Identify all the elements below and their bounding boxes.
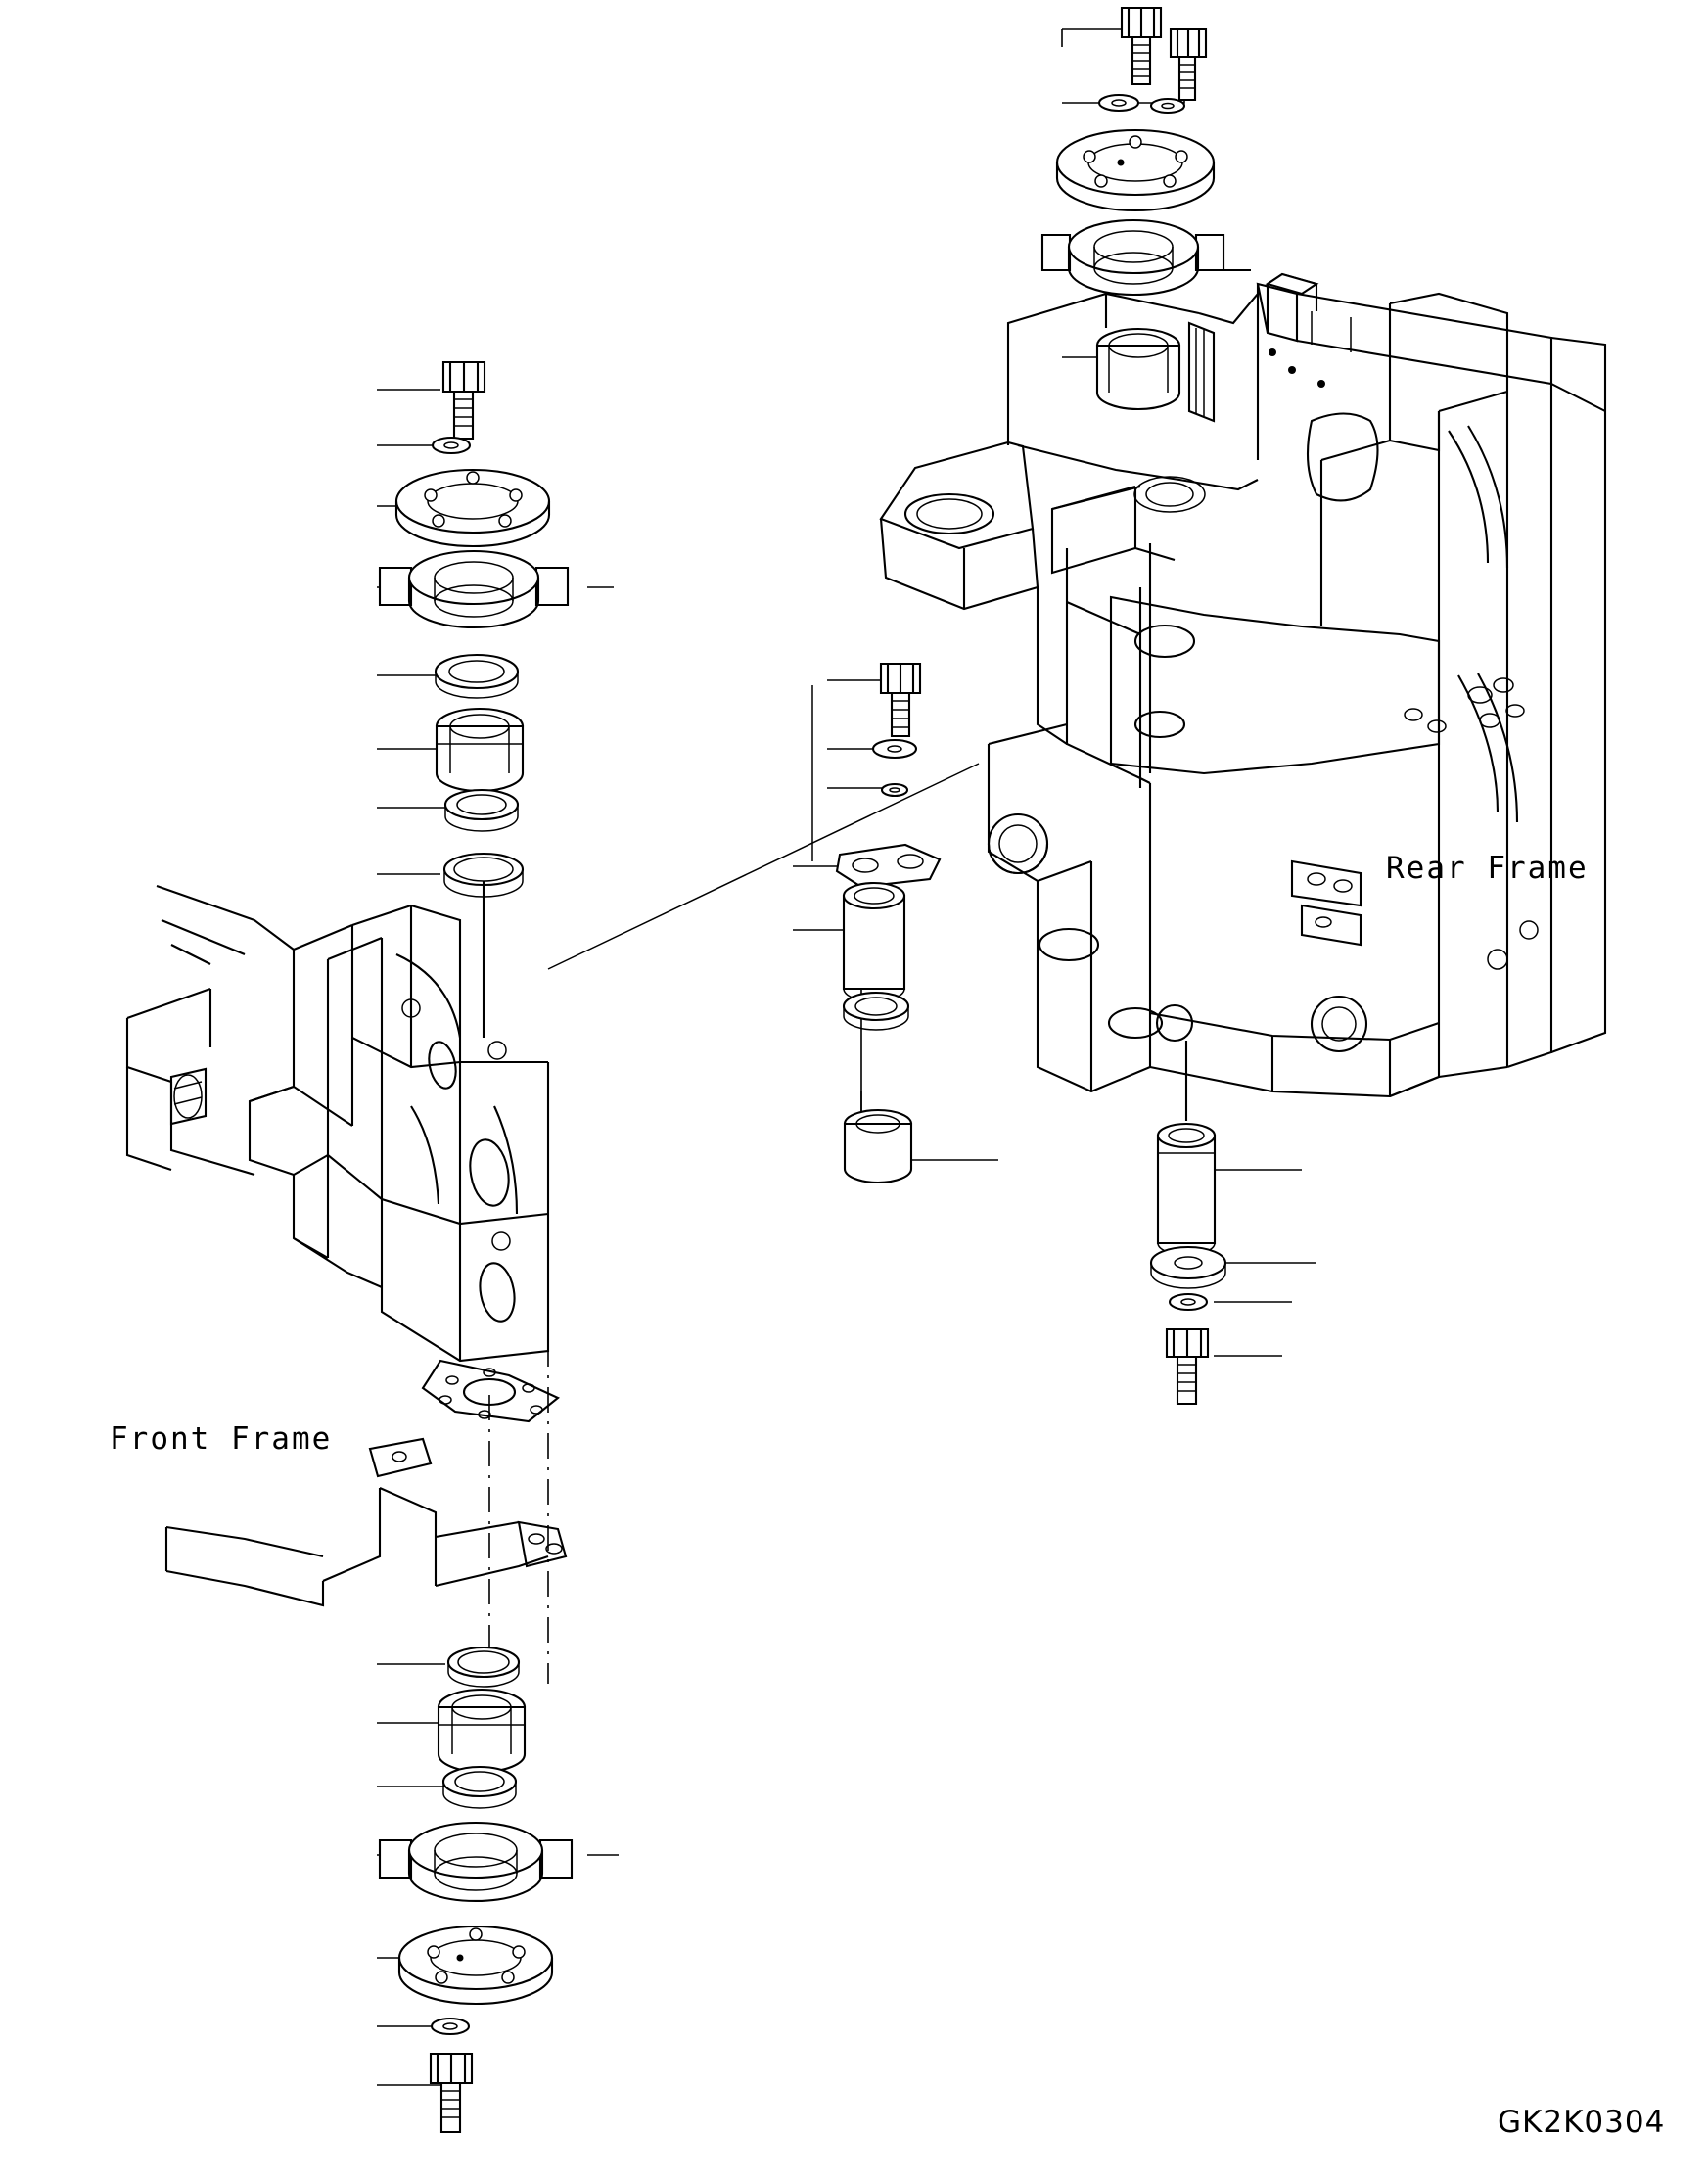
rear-frame-body xyxy=(881,274,1605,1096)
bushing xyxy=(845,1110,911,1183)
front-frame-label: Front Frame xyxy=(110,1421,333,1457)
bolt xyxy=(1122,8,1161,84)
bushing-sleeve xyxy=(1097,329,1179,409)
shim-plate xyxy=(370,1439,431,1476)
shim-ring xyxy=(844,993,908,1030)
upper-front-hinge-stack xyxy=(377,362,614,998)
lower-rear-pin-stack xyxy=(1151,1041,1316,1404)
bearing-cup xyxy=(439,1690,525,1772)
washer xyxy=(873,740,916,758)
thrust-washer xyxy=(1151,1247,1225,1288)
pin xyxy=(1158,1124,1215,1255)
rear-frame-label: Rear Frame xyxy=(1386,851,1589,886)
seal-ring xyxy=(445,790,518,831)
bolt xyxy=(443,362,485,439)
retainer-plate xyxy=(837,845,940,887)
frame-boss xyxy=(989,814,1047,873)
washer xyxy=(1151,99,1184,113)
drawing-code-label: GK2K0304 xyxy=(1498,2105,1666,2140)
lower-front-hinge-stack xyxy=(377,1647,619,2132)
seal-ring xyxy=(443,1767,516,1808)
upper-rear-hinge-stack xyxy=(1042,8,1251,409)
front-frame-cutaway-boss xyxy=(171,1069,206,1124)
bolt xyxy=(881,664,920,736)
washer xyxy=(1099,95,1138,111)
bolt xyxy=(1171,29,1206,100)
split-retainer-ring xyxy=(380,551,568,627)
washer xyxy=(433,438,470,453)
bolt xyxy=(1167,1329,1208,1404)
split-retainer-ring xyxy=(380,1823,572,1901)
small-washer xyxy=(882,784,907,796)
thrust-washer xyxy=(436,655,518,698)
center-pin-stack xyxy=(793,664,998,1183)
split-retainer-ring xyxy=(1042,220,1251,295)
snap-ring xyxy=(448,1647,519,1687)
cover-plate-flanged xyxy=(1057,130,1214,210)
front-frame-lower-flange xyxy=(423,1361,558,1421)
washer xyxy=(432,2019,469,2034)
front-frame-body xyxy=(127,886,566,1684)
bearing-cup xyxy=(437,709,523,791)
cover-plate-flanged xyxy=(399,1926,552,2004)
washer xyxy=(1170,1294,1207,1310)
bolt xyxy=(431,2054,472,2132)
frame-boss xyxy=(1312,997,1366,1051)
pin-sleeve xyxy=(844,883,904,1001)
cover-plate-flanged xyxy=(396,470,549,546)
